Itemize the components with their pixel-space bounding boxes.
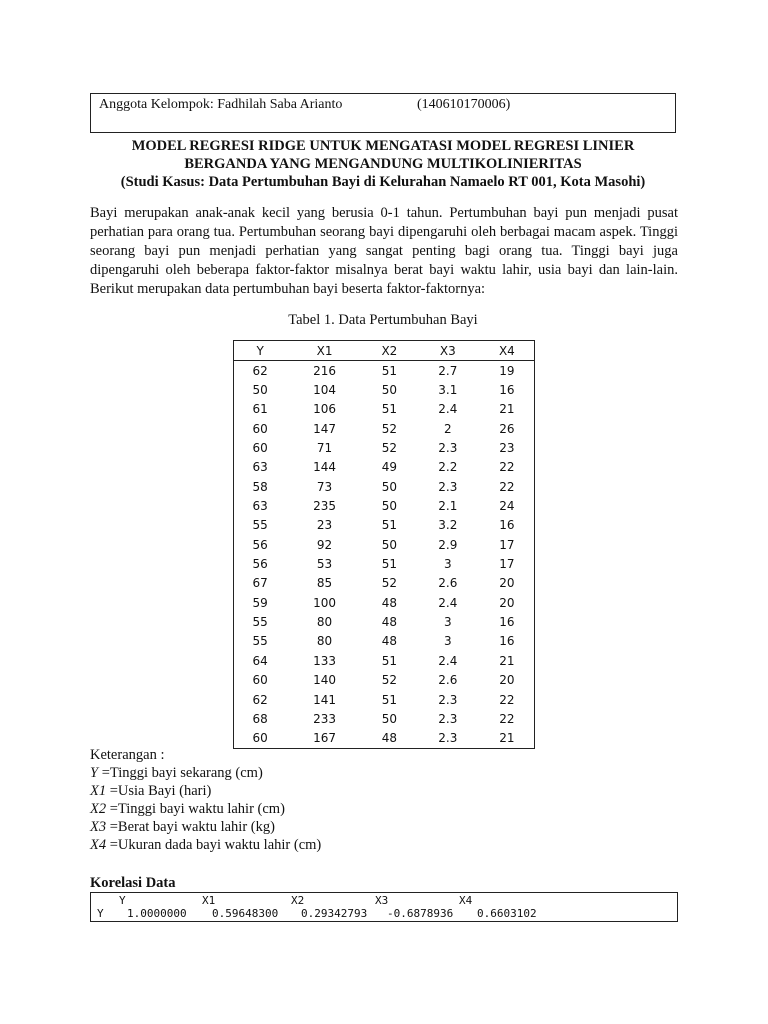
table-row — [234, 554, 535, 573]
cell-y: 63 — [252, 460, 268, 475]
document-title — [90, 137, 676, 191]
cell-x4: 19 — [499, 363, 515, 378]
cell-x3: 2.3 — [438, 441, 458, 456]
cell-x4: 20 — [499, 576, 515, 591]
cell-x4: 24 — [499, 499, 515, 514]
note-variable-index: 2 — [98, 801, 107, 817]
cell-x3: 2.4 — [438, 653, 458, 668]
notes-list — [90, 764, 490, 854]
cell-y: 59 — [252, 595, 268, 610]
cell-x3: 3 — [443, 634, 452, 649]
note-variable-index: 3 — [98, 819, 107, 835]
corr-value-x4: 0.6603102 — [477, 907, 537, 920]
table-row — [234, 458, 535, 477]
cell-x3: 3.2 — [438, 518, 458, 533]
cell-x1: 167 — [313, 731, 337, 746]
corr-value-x3: -0.6878936 — [387, 907, 454, 920]
cell-y: 63 — [252, 499, 268, 514]
cell-x1: 23 — [316, 518, 333, 533]
corr-row-label: Y — [97, 907, 104, 920]
table-row — [234, 651, 535, 670]
cell-x1: 235 — [313, 499, 337, 514]
member-student-id: (140610170006) — [417, 97, 511, 112]
cell-x4: 22 — [499, 692, 515, 707]
table-row — [234, 419, 535, 438]
note-item — [90, 782, 490, 800]
note-description: =Tinggi bayi sekarang (cm) — [98, 765, 263, 781]
cell-x1: 80 — [316, 615, 333, 630]
cell-x4: 16 — [499, 634, 515, 649]
cell-x1: 141 — [313, 692, 337, 707]
header-x3: X3 — [416, 341, 480, 361]
cell-x2: 51 — [381, 402, 398, 417]
note-variable: X — [90, 819, 99, 835]
table-row — [234, 400, 535, 419]
table-caption: Tabel 1. Data Pertumbuhan Bayi — [288, 312, 478, 328]
cell-x1: 147 — [313, 421, 337, 436]
cell-x2: 50 — [381, 537, 398, 552]
cell-x4: 26 — [499, 421, 515, 436]
table-row — [234, 690, 535, 709]
cell-x3: 2.6 — [438, 576, 458, 591]
variable-notes — [90, 746, 490, 854]
cell-x1: 144 — [313, 460, 337, 475]
note-description: =Berat bayi waktu lahir (kg) — [106, 819, 275, 835]
cell-x4: 21 — [499, 653, 515, 668]
cell-x4: 17 — [499, 557, 515, 572]
cell-y: 62 — [252, 363, 268, 378]
cell-y: 60 — [252, 673, 268, 688]
cell-x2: 48 — [381, 731, 398, 746]
cell-y: 67 — [252, 576, 268, 591]
cell-x4: 21 — [499, 731, 515, 746]
cell-x3: 2.3 — [438, 711, 458, 726]
table-row — [234, 361, 535, 381]
cell-x3: 3 — [443, 615, 452, 630]
cell-x1: 100 — [313, 595, 337, 610]
cell-y: 60 — [252, 421, 268, 436]
corr-header-x3: X3 — [375, 894, 389, 907]
cell-x1: 73 — [316, 479, 333, 494]
correlation-heading: Korelasi Data — [90, 875, 176, 891]
cell-x2: 51 — [381, 518, 398, 533]
note-variable-index: 4 — [98, 837, 107, 853]
cell-x1: 106 — [313, 402, 337, 417]
corr-value-y: 1.0000000 — [127, 907, 187, 920]
note-variable: Y — [90, 765, 99, 781]
cell-y: 56 — [252, 537, 268, 552]
note-description: =Tinggi bayi waktu lahir (cm) — [106, 801, 285, 817]
note-variable: X — [90, 801, 99, 817]
intro-paragraph: Bayi merupakan anak-anak kecil yang berusia 0-1 tahun. Pertumbuhan bayi pun menjadi pusat perhatian para orang tua. Pertumbuhan seorang bayi dipengaruhi oleh berbagai macam aspek. Tinggi seorang bayi pun menjadi perhatian yang sangat penting bagi orang tua. Tinggi bayi juga dipengaruhi oleh beberapa faktor-faktor misalnya berat bayi waktu lahir, usia bayi dan lain-lain. Berikut merupakan data pertumbuhan bayi beserta faktor-faktornya: — [90, 205, 678, 297]
cell-x2: 51 — [381, 363, 398, 378]
cell-x4: 22 — [499, 479, 515, 494]
cell-y: 50 — [252, 383, 268, 398]
cell-x1: 233 — [313, 711, 337, 726]
note-description: =Usia Bayi (hari) — [106, 783, 212, 799]
cell-x4: 16 — [499, 518, 515, 533]
note-variable: X — [90, 783, 99, 799]
header-x2: X2 — [363, 341, 416, 361]
cell-y: 62 — [252, 692, 268, 707]
cell-x4: 22 — [499, 460, 515, 475]
notes-heading: Keterangan : — [90, 747, 165, 763]
cell-x1: 216 — [313, 363, 337, 378]
cell-x2: 52 — [381, 441, 398, 456]
table-row — [234, 496, 535, 515]
cell-y: 55 — [252, 634, 268, 649]
cell-x3: 2.4 — [438, 402, 458, 417]
cell-x3: 3 — [443, 557, 452, 572]
cell-x3: 2.6 — [438, 673, 458, 688]
cell-x2: 50 — [381, 711, 398, 726]
cell-y: 55 — [252, 615, 268, 630]
header-x4: X4 — [480, 341, 535, 361]
cell-x4: 20 — [499, 673, 515, 688]
cell-x2: 52 — [381, 673, 398, 688]
cell-x2: 52 — [381, 576, 398, 591]
cell-y: 55 — [252, 518, 268, 533]
note-description: =Ukuran dada bayi waktu lahir (cm) — [106, 837, 322, 853]
correlation-value-row — [97, 907, 677, 920]
group-member-box — [90, 93, 676, 133]
correlation-header-row — [97, 894, 677, 907]
baby-growth-table — [233, 340, 535, 749]
cell-x2: 49 — [381, 460, 398, 475]
cell-y: 61 — [252, 402, 268, 417]
cell-x1: 140 — [313, 673, 337, 688]
cell-x2: 51 — [381, 557, 398, 572]
cell-y: 68 — [252, 711, 268, 726]
title-line-1: MODEL REGRESI RIDGE UNTUK MENGATASI MODEL REGRESI LINIER — [131, 138, 635, 154]
cell-x2: 48 — [381, 615, 398, 630]
corr-header-x1: X1 — [202, 894, 216, 907]
table-row — [234, 516, 535, 535]
cell-y: 56 — [252, 557, 268, 572]
note-item — [90, 836, 490, 854]
cell-x3: 3.1 — [438, 383, 458, 398]
cell-x2: 51 — [381, 692, 398, 707]
cell-x3: 2.7 — [438, 363, 458, 378]
cell-x3: 2.3 — [438, 692, 458, 707]
cell-x3: 2.2 — [438, 460, 458, 475]
cell-x2: 48 — [381, 634, 398, 649]
table-row — [234, 632, 535, 651]
table-row — [234, 477, 535, 496]
corr-header-y: Y — [119, 894, 126, 907]
correlation-output-box — [90, 892, 678, 922]
cell-x1: 104 — [313, 383, 337, 398]
cell-x3: 2.9 — [438, 537, 458, 552]
corr-value-x1: 0.59648300 — [212, 907, 279, 920]
cell-y: 60 — [252, 441, 268, 456]
title-line-2: BERGANDA YANG MENGANDUNG MULTIKOLINIERITAS — [184, 156, 582, 172]
cell-y: 64 — [252, 653, 268, 668]
note-item — [90, 764, 490, 782]
table-row — [234, 438, 535, 457]
cell-x2: 50 — [381, 499, 398, 514]
header-x1: X1 — [286, 341, 363, 361]
cell-x2: 52 — [381, 421, 398, 436]
cell-x3: 2.3 — [438, 731, 458, 746]
cell-x4: 23 — [499, 441, 515, 456]
cell-x4: 16 — [499, 615, 515, 630]
cell-x3: 2.3 — [438, 479, 458, 494]
cell-x1: 85 — [316, 576, 333, 591]
cell-x1: 53 — [316, 557, 333, 572]
table-row — [234, 380, 535, 399]
cell-x1: 71 — [316, 441, 333, 456]
note-item — [90, 800, 490, 818]
cell-x2: 50 — [381, 479, 398, 494]
table-row — [234, 612, 535, 631]
cell-x2: 50 — [381, 383, 398, 398]
cell-x3: 2 — [443, 421, 452, 436]
cell-y: 60 — [252, 731, 268, 746]
cell-x1: 133 — [313, 653, 337, 668]
cell-y: 58 — [252, 479, 268, 494]
cell-x4: 21 — [499, 402, 515, 417]
member-name: Anggota Kelompok: Fadhilah Saba Arianto — [99, 97, 343, 112]
cell-x3: 2.1 — [438, 499, 458, 514]
cell-x2: 51 — [381, 653, 398, 668]
cell-x4: 16 — [499, 383, 515, 398]
cell-x1: 92 — [316, 537, 333, 552]
table-row — [234, 709, 535, 728]
corr-value-x2: 0.29342793 — [301, 907, 368, 920]
cell-x1: 80 — [316, 634, 333, 649]
title-case-study: (Studi Kasus: Data Pertumbuhan Bayi di Kelurahan Namaelo RT 001, Kota Masohi) — [120, 174, 646, 190]
note-variable: X — [90, 837, 99, 853]
cell-x2: 48 — [381, 595, 398, 610]
cell-x4: 22 — [499, 711, 515, 726]
corr-header-x4: X4 — [459, 894, 473, 907]
corr-header-x2: X2 — [291, 894, 305, 907]
table-row — [234, 574, 535, 593]
table-row — [234, 593, 535, 612]
cell-x4: 17 — [499, 537, 515, 552]
table-row — [234, 535, 535, 554]
table-row — [234, 671, 535, 690]
note-item — [90, 818, 490, 836]
table-body — [234, 361, 535, 749]
table-header-row — [234, 341, 535, 361]
cell-x3: 2.4 — [438, 595, 458, 610]
header-y: Y — [234, 341, 287, 361]
note-variable-index: 1 — [98, 783, 107, 799]
cell-x4: 20 — [499, 595, 515, 610]
